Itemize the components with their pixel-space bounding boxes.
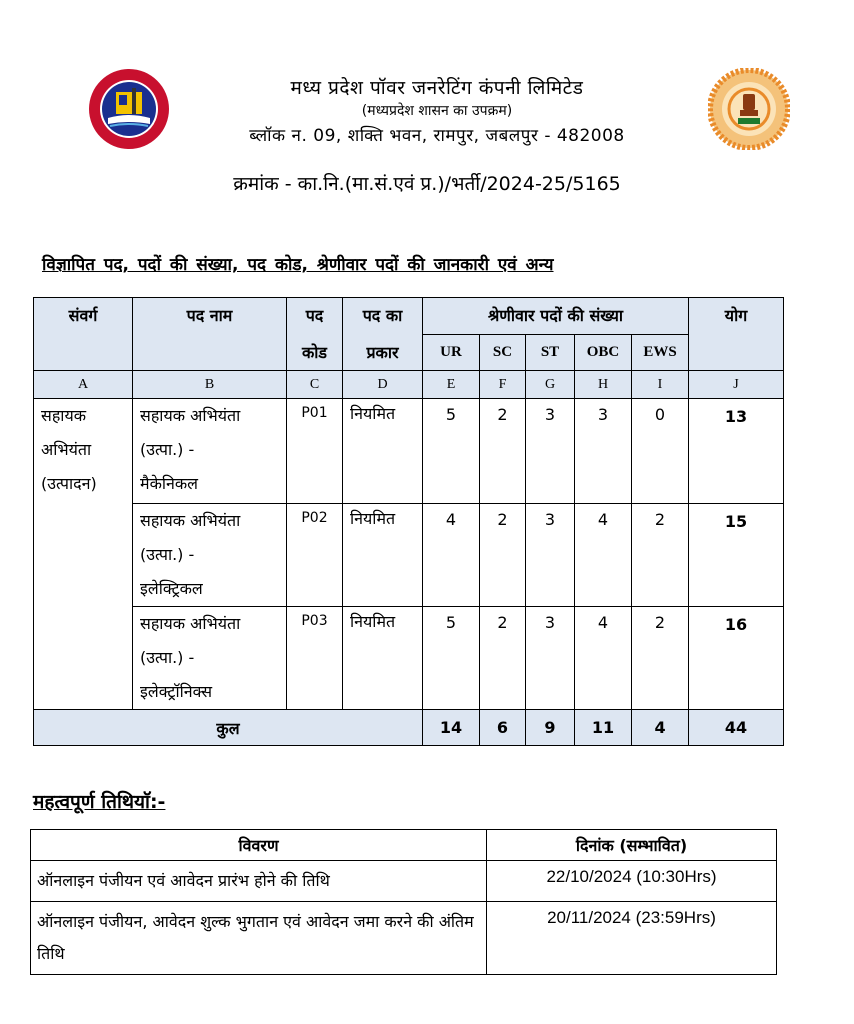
row-total: 15	[689, 504, 784, 607]
total-obc: 11	[575, 710, 632, 746]
row-total: 13	[689, 399, 784, 504]
total-ews: 4	[632, 710, 689, 746]
table-row	[34, 399, 784, 504]
reference-number: क्रमांक - का.नि.(मा.सं.एवं प्र.)/भर्ती/2024-25/5165	[233, 173, 621, 195]
post-name-line: (उत्पा.) -	[140, 545, 195, 564]
total-sc: 6	[480, 710, 526, 746]
post-name-cell	[133, 399, 287, 504]
count-ews: 0	[632, 399, 689, 504]
dates-section-title: महत्वपूर्ण तिथियाॅ:-	[33, 791, 166, 813]
count-ur: 5	[423, 399, 480, 504]
column-letter: G	[526, 371, 575, 399]
post-name-line: सहायक अभियंता	[140, 614, 241, 633]
post-name-cell	[133, 607, 287, 710]
post-code: P01	[287, 399, 343, 504]
post-name-line: सहायक अभियंता	[140, 511, 241, 530]
count-ur: 4	[423, 504, 480, 607]
count-ews: 2	[632, 607, 689, 710]
post-type: नियमित	[343, 399, 423, 504]
column-letter: D	[343, 371, 423, 399]
header-obc: OBC	[575, 335, 632, 371]
count-obc: 3	[575, 399, 632, 504]
header-total: योग	[689, 298, 784, 371]
post-name-line: इलेक्ट्रॉनिक्स	[140, 682, 213, 701]
count-st: 3	[526, 504, 575, 607]
header-st: ST	[526, 335, 575, 371]
date-value: 22/10/2024 (10:30Hrs)	[487, 861, 777, 902]
count-sc: 2	[480, 399, 526, 504]
total-st: 9	[526, 710, 575, 746]
header-post-type-line2: प्रकार	[343, 335, 423, 371]
table-row	[34, 607, 784, 710]
table-row	[31, 902, 777, 975]
header-post-name: पद नाम	[133, 298, 287, 371]
row-total: 16	[689, 607, 784, 710]
post-type: नियमित	[343, 607, 423, 710]
header-category-group: श्रेणीवार पदों की संख्या	[423, 298, 689, 335]
post-type: नियमित	[343, 504, 423, 607]
column-letter: C	[287, 371, 343, 399]
cadre-cell	[34, 399, 133, 710]
column-letter: I	[632, 371, 689, 399]
count-sc: 2	[480, 504, 526, 607]
company-subtitle: (मध्यप्रदेश शासन का उपक्रम)	[361, 103, 513, 119]
post-name-cell	[133, 504, 287, 607]
cadre-line: अभियंता	[41, 440, 92, 459]
date-value: 20/11/2024 (23:59Hrs)	[487, 902, 777, 975]
header-post-type-line1: पद का	[343, 298, 423, 335]
post-name-line: मैकेनिकल	[140, 474, 199, 493]
header-date: दिनांक (सम्भावित)	[487, 830, 777, 861]
column-letters-row	[34, 371, 784, 399]
vacancy-section-title: विज्ञापित पद, पदों की संख्या, पद कोड, श्रेणीवार पदों की जानकारी एवं अन्य	[42, 255, 554, 275]
column-letter: F	[480, 371, 526, 399]
cadre-line: (उत्पादन)	[41, 474, 97, 493]
company-address: ब्लॉक न. 09, शक्ति भवन, रामपुर, जबलपुर - 482008	[249, 126, 625, 146]
post-name-line: सहायक अभियंता	[140, 406, 241, 425]
vacancy-table	[33, 297, 784, 746]
column-letter: B	[133, 371, 287, 399]
count-st: 3	[526, 399, 575, 504]
header-cadre: संवर्ग	[34, 298, 133, 371]
header-post-code-line2: कोड	[287, 335, 343, 371]
count-sc: 2	[480, 607, 526, 710]
total-ur: 14	[423, 710, 480, 746]
company-name: मध्य प्रदेश पॉवर जनरेटिंग कंपनी लिमिटेड	[290, 77, 584, 99]
totals-row	[34, 710, 784, 746]
date-description: ऑनलाइन पंजीयन, आवेदन शुल्क भुगतान एवं आवेदन जमा करने की अंतिम तिथि	[31, 902, 487, 975]
table-row	[34, 504, 784, 607]
header-post-code-line1: पद	[287, 298, 343, 335]
grand-total: 44	[689, 710, 784, 746]
column-letter: E	[423, 371, 480, 399]
column-letter: H	[575, 371, 632, 399]
header-ur: UR	[423, 335, 480, 371]
column-letter: A	[34, 371, 133, 399]
post-code: P03	[287, 607, 343, 710]
totals-label: कुल	[34, 710, 423, 746]
header-sc: SC	[480, 335, 526, 371]
post-name-line: इलेक्ट्रिकल	[140, 579, 203, 598]
count-ews: 2	[632, 504, 689, 607]
post-name-line: (उत्पा.) -	[140, 440, 195, 459]
table-row	[31, 861, 777, 902]
post-code: P02	[287, 504, 343, 607]
dates-table	[30, 829, 777, 975]
column-letter: J	[689, 371, 784, 399]
count-obc: 4	[575, 607, 632, 710]
cadre-line: सहायक	[41, 406, 87, 425]
count-obc: 4	[575, 504, 632, 607]
header-description: विवरण	[31, 830, 487, 861]
header-ews: EWS	[632, 335, 689, 371]
count-ur: 5	[423, 607, 480, 710]
post-name-line: (उत्पा.) -	[140, 648, 195, 667]
date-description: ऑनलाइन पंजीयन एवं आवेदन प्रारंभ होने की तिथि	[31, 861, 487, 902]
count-st: 3	[526, 607, 575, 710]
